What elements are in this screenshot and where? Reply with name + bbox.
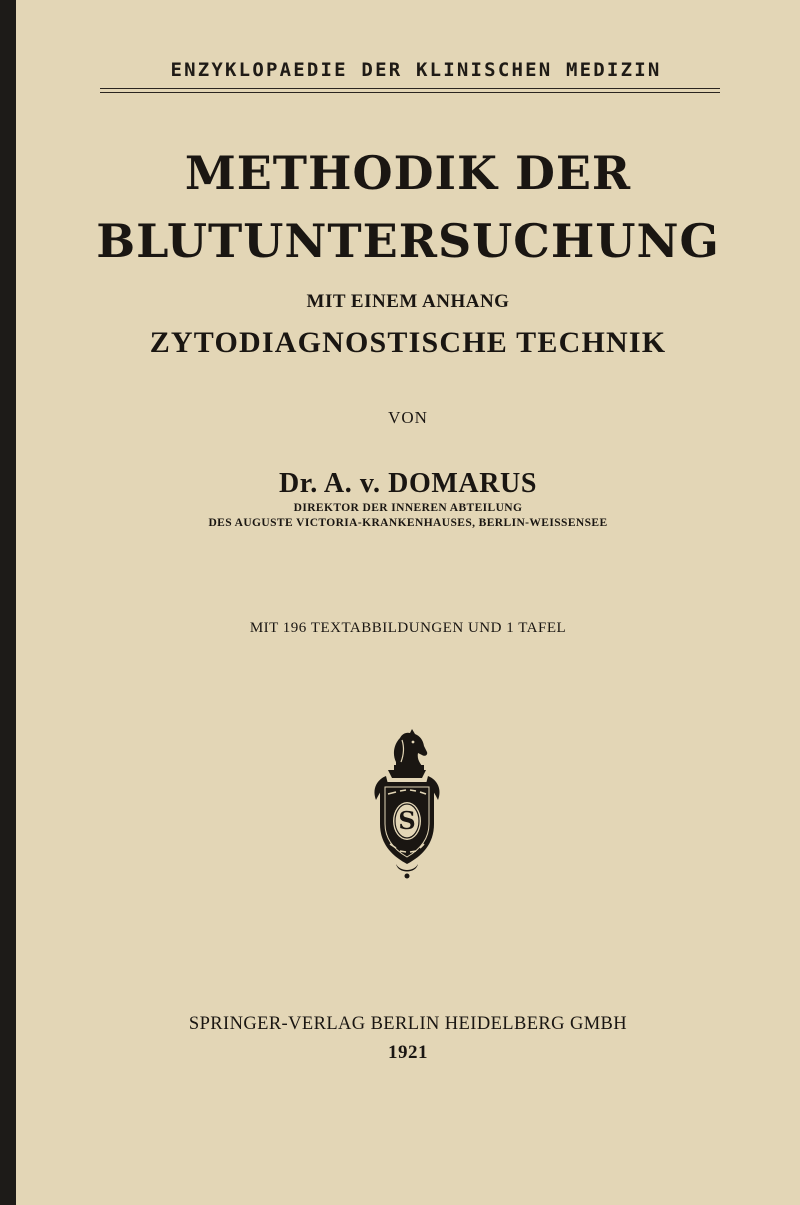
series-title: ENZYKLOPAEDIE DER KLINISCHEN MEDIZIN	[170, 59, 662, 81]
author-affiliation-line-2: DES AUGUSTE VICTORIA-KRANKENHAUSES, BERLIN-WEISSENSEE	[208, 517, 608, 529]
appendix-title: ZYTODIAGNOSTISCHE TECHNIK	[149, 326, 667, 359]
illustrations-note: MIT 196 TEXTABBILDUNGEN UND 1 TAFEL	[249, 620, 567, 636]
series-rule-bottom	[100, 92, 720, 93]
book-spine	[0, 0, 16, 1205]
springer-knight-emblem-icon	[366, 728, 448, 880]
publisher-name: SPRINGER-VERLAG BERLIN HEIDELBERG GMBH	[188, 1014, 628, 1034]
publication-year: 1921	[388, 1042, 428, 1063]
author-name: Dr. A. v. DOMARUS	[278, 468, 538, 499]
book-title-line-2: BLUTUNTERSUCHUNG	[96, 214, 720, 268]
book-title-line-1: METHODIK DER	[184, 146, 632, 200]
appendix-intro: MIT EINEM ANHANG	[306, 291, 510, 312]
title-page	[16, 0, 800, 1205]
svg-text:S: S	[398, 806, 416, 835]
by-label: VON	[388, 408, 428, 427]
author-affiliation-line-1: DIREKTOR DER INNEREN ABTEILUNG	[293, 502, 523, 514]
series-rule-top	[100, 88, 720, 89]
